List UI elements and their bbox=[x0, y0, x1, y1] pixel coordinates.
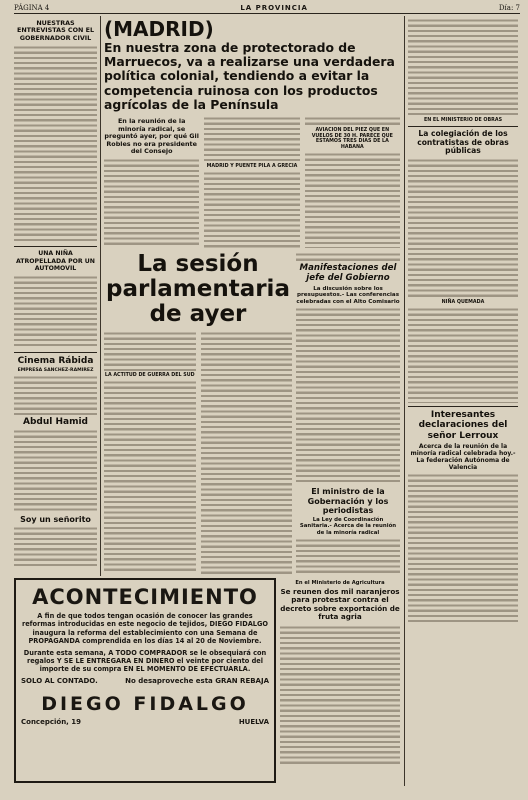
article-headline: El ministro de la Gobernación y los periodistas bbox=[307, 487, 389, 515]
ad-address: Concepción, 19 bbox=[21, 717, 82, 726]
cinema-title: Cinema Rábida bbox=[17, 356, 94, 367]
sub-headline: AVIACION DEL PIEZ QUE EN VUELOS DE 30 H. PARECE QUE ESTAMOS TRES DIAS DE LA HABANA bbox=[311, 128, 393, 150]
article-headline: La colegiación de los contratistas de obras públicas bbox=[417, 129, 509, 156]
ad-title: ACONTECIMIENTO bbox=[32, 585, 258, 609]
article-body bbox=[14, 275, 97, 349]
article-headline: UNA NIÑA ATROPELLADA POR UN AUTOMOVIL bbox=[16, 250, 95, 273]
ad-terms-right: No desaproveche esta GRAN REBAJA bbox=[125, 676, 269, 685]
divider bbox=[14, 352, 97, 353]
session-headline: La sesión parlamentaria de ayer bbox=[106, 252, 290, 327]
divider bbox=[408, 406, 518, 407]
sub-headline: LA ACTITUD DE GUERRA DEL SUD bbox=[104, 373, 195, 378]
masthead: LA PROVINCIA bbox=[240, 4, 308, 12]
divider bbox=[14, 246, 97, 247]
session-article bbox=[104, 252, 292, 574]
left-column bbox=[14, 18, 97, 574]
government-articles bbox=[296, 262, 400, 538]
ad-city: HUELVA bbox=[238, 717, 269, 726]
page-date: Día: 7 bbox=[498, 4, 520, 12]
section-headline: NIÑA QUEMADA bbox=[441, 299, 485, 305]
divider bbox=[408, 126, 518, 127]
ad-terms bbox=[21, 677, 269, 685]
sub-headline: La Ley de Coordinación Sanitaria.- Acerca de la reunión de la minoría radical bbox=[299, 516, 397, 536]
ad-brand: DIEGO FIDALGO bbox=[41, 692, 249, 715]
sub-headline: MADRID Y PUENTE PILA A GRECIA bbox=[206, 164, 298, 170]
column-rule bbox=[100, 16, 101, 576]
article-column bbox=[204, 116, 299, 248]
article-column bbox=[201, 331, 293, 574]
main-headline: En nuestra zona de protectorado de Marruecos, va a realizarse una verdadera política colonial, tendiendo a evitar la competencia ruinosa con los productos agrícolas de la Península bbox=[104, 40, 395, 112]
cinema-company: EMPRESA SANCHEZ-RAMIREZ bbox=[17, 368, 94, 374]
cinema-text bbox=[14, 526, 97, 566]
advertisement bbox=[14, 578, 276, 783]
ad-paragraph: A fin de que todos tengan ocasión de conocer las grandes reformas introducidas en este negocio de tejidos, DIEGO FIDALGO inaugura la reforma del establecimiento con una Semana de PROPAGANDA comprendida en los días 14 al 20 de Noviembre. bbox=[21, 612, 269, 646]
article-headline: Interesantes declaraciones del señor Lerroux bbox=[418, 409, 508, 441]
article-headline: Manifestaciones del jefe del Gobierno bbox=[299, 263, 397, 283]
article-body bbox=[14, 45, 97, 243]
film-title: Abdul Hamid bbox=[23, 417, 88, 428]
section-headline: En el Ministerio de Agricultura bbox=[295, 580, 385, 586]
section-headline: EN EL MINISTERIO DE OBRAS bbox=[423, 118, 503, 123]
main-kicker: (MADRID) bbox=[104, 18, 214, 41]
page-header bbox=[14, 3, 520, 14]
article-column bbox=[104, 331, 196, 574]
ad-address-row bbox=[21, 718, 269, 726]
agriculture-article bbox=[280, 578, 400, 784]
sub-headline: En la reunión de la minoría radical, se preguntó ayer, por qué Gil Robles no era presidente del Consejo bbox=[104, 117, 199, 156]
cinema-text bbox=[14, 429, 97, 513]
article-column bbox=[104, 116, 199, 248]
film-title: Soy un señorito bbox=[20, 515, 91, 525]
sub-headline: La discusión sobre los presupuestos.- Las conferencias celebradas con el Alto Comisario bbox=[296, 285, 400, 305]
ad-terms-left: SOLO AL CONTADO. bbox=[21, 676, 98, 685]
article-headline: NUESTRAS ENTREVISTAS CON EL GOBERNADOR CIVIL bbox=[16, 19, 95, 42]
sub-headline: Acerca de la reunión de la minoría radical celebrada hoy.- La federación Autónoma de Valencia bbox=[410, 443, 516, 471]
article-column bbox=[305, 116, 400, 248]
main-article bbox=[104, 18, 400, 248]
ad-paragraph: Durante esta semana, A TODO COMPRADOR se le obsequiará con regalos Y SE LE ENTREGARA EN DINERO el veinte por ciento del importe de su compra EN EL MOMENTO DE EFECTUARLA. bbox=[23, 648, 267, 674]
page-number: PÁGINA 4 bbox=[14, 4, 50, 12]
right-column bbox=[408, 18, 518, 784]
article-headline: Se reunen dos mil naranjeros para protestar contra el decreto sobre exportación de fruta agria bbox=[280, 587, 400, 622]
cinema-text bbox=[14, 375, 97, 415]
column-rule bbox=[404, 16, 405, 786]
